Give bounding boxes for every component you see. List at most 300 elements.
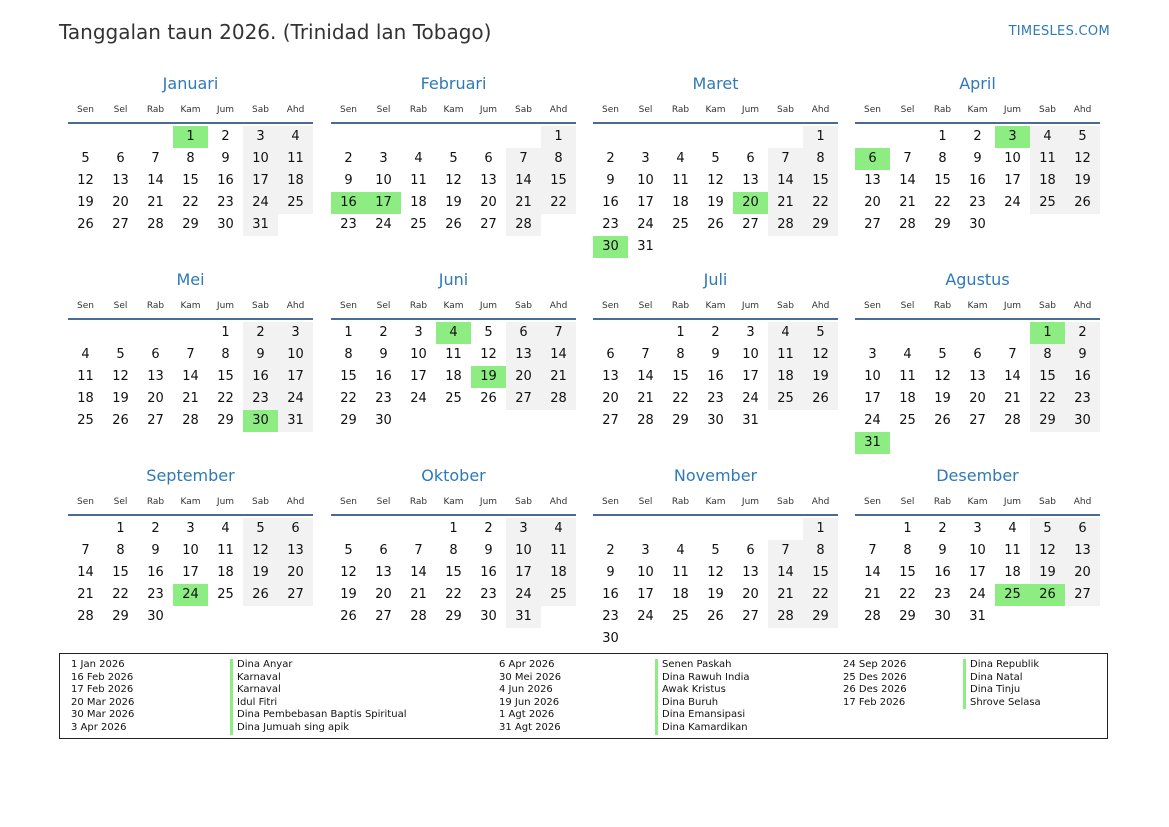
day-cell: 30 [602,631,619,646]
day-cell: 10 [637,565,654,580]
weekday-label: Sel [638,105,653,115]
legend-holiday-name: Dina Anyar [230,659,406,672]
day-cell: 25 [899,413,916,428]
day-cell: 11 [1004,543,1021,558]
day-cell: 6 [746,543,755,558]
day-cell: 23 [147,587,164,602]
day-grid [593,518,838,650]
day-cell: 31 [278,410,313,432]
day-cell: 23 [969,195,986,210]
day-cell: 3 [414,325,423,340]
weekday-label: Rab [671,105,690,115]
day-cell: 25 [77,413,94,428]
weekday-label: Sab [777,301,794,311]
weekday-label: Jum [741,105,760,115]
day-cell: 21 [182,391,199,406]
day-cell: 17 [742,369,759,384]
day-cell: 28 [506,214,541,236]
day-cell: 4 [676,151,685,166]
legend-holiday-name: Dina Tinju [963,684,1041,697]
day-cell: 19 [77,195,94,210]
weekday-label: Sel [376,105,391,115]
day-cell: 9 [973,151,982,166]
day-cell: 20 [506,366,541,388]
weekday-label: Kam [180,301,201,311]
weekday-label: Sen [864,301,881,311]
day-cell: 28 [637,413,654,428]
weekday-label: Sab [515,301,532,311]
day-grid [593,126,838,258]
day-cell: 27 [864,217,881,232]
legend-holiday-date: 24 Sep 2026 [843,659,907,670]
month-name: September [146,466,235,485]
day-cell: 25 [445,391,462,406]
day-cell: 8 [116,543,125,558]
legend-holiday-date: 19 Jun 2026 [499,696,560,708]
weekday-label: Jum [216,301,235,311]
day-cell: 27 [742,609,759,624]
day-cell: 25 [541,584,576,606]
day-cell: 20 [969,391,986,406]
weekday-label: Kam [705,301,726,311]
weekday-label: Ahd [286,301,305,311]
weekday-label: Kam [967,497,988,507]
day-cell: 2 [243,322,278,344]
day-cell: 18 [672,587,689,602]
day-cell: 16 [147,565,164,580]
day-cell: 23 [375,391,392,406]
day-cell: 14 [637,369,654,384]
legend-holiday-name: Karnaval [230,684,406,697]
day-cell: 19 [243,562,278,584]
weekday-label: Sel [113,301,128,311]
day-cell: 13 [1065,540,1100,562]
brand-link[interactable]: TIMESLES.COM [1008,24,1110,39]
legend-holiday-name: Dina Rawuh India [655,672,750,685]
legend-dates-col3 [843,659,907,709]
day-cell: 6 [973,347,982,362]
day-cell: 5 [938,347,947,362]
day-cell: 11 [541,540,576,562]
day-cell: 22 [340,391,357,406]
day-cell: 13 [480,173,497,188]
day-cell: 4 [1008,521,1017,536]
day-grid [855,126,1100,258]
day-cell: 4 [278,126,313,148]
month-divider [331,514,576,516]
day-cell: 28 [182,413,199,428]
day-cell: 20 [742,587,759,602]
day-cell: 9 [938,543,947,558]
weekday-label: Sel [638,497,653,507]
day-cell: 8 [186,151,195,166]
month-divider [855,318,1100,320]
day-cell: 13 [506,344,541,366]
day-cell: 17 [182,565,199,580]
day-cell: 28 [541,388,576,410]
holiday-day-cell: 30 [243,410,278,432]
day-cell: 7 [903,151,912,166]
weekday-label: Ahd [1073,105,1092,115]
day-cell: 24 [637,217,654,232]
holiday-day-cell: 26 [1030,584,1065,606]
day-cell: 6 [746,151,755,166]
day-cell: 6 [1065,518,1100,540]
day-cell: 23 [707,391,724,406]
day-cell: 15 [803,170,838,192]
day-cell: 17 [243,170,278,192]
weekday-label: Ahd [1073,497,1092,507]
day-cell: 2 [151,521,160,536]
holiday-legend [59,653,1108,739]
month-februari [331,74,576,264]
day-cell: 9 [379,347,388,362]
day-cell: 28 [768,214,803,236]
month-name: Januari [162,74,219,93]
weekday-label: Sen [602,105,619,115]
day-cell: 2 [973,129,982,144]
day-cell: 18 [541,562,576,584]
day-cell: 12 [340,565,357,580]
day-cell: 6 [278,518,313,540]
day-cell: 2 [379,325,388,340]
day-cell: 4 [676,543,685,558]
month-mei [68,270,313,460]
day-cell: 31 [969,609,986,624]
day-cell: 23 [217,195,234,210]
day-cell: 8 [938,151,947,166]
day-cell: 27 [112,217,129,232]
day-cell: 29 [217,413,234,428]
weekday-label: Ahd [286,105,305,115]
legend-holiday-name: Senen Paskah [655,659,750,672]
weekday-label: Sen [77,105,94,115]
day-cell: 11 [77,369,94,384]
day-cell: 24 [969,587,986,602]
day-cell: 19 [934,391,951,406]
day-cell: 26 [243,584,278,606]
legend-holiday-name: Awak Kristus [655,684,750,697]
day-cell: 17 [410,369,427,384]
day-cell: 5 [484,325,493,340]
weekday-label: Rab [409,497,428,507]
month-divider [593,514,838,516]
day-cell: 12 [445,173,462,188]
legend-holiday-name: Shrove Selasa [963,697,1041,710]
day-cell: 29 [445,609,462,624]
weekday-label: Sen [602,497,619,507]
day-grid [593,322,838,454]
day-cell: 16 [934,565,951,580]
day-cell: 5 [711,543,720,558]
legend-holiday-name: Dina Pembebasan Baptis Spiritual [230,709,406,722]
day-cell: 7 [506,148,541,170]
day-cell: 20 [278,562,313,584]
day-cell: 15 [934,173,951,188]
day-cell: 25 [672,217,689,232]
day-cell: 31 [506,606,541,628]
legend-holiday-date: 6 Apr 2026 [499,659,555,670]
day-cell: 15 [182,173,199,188]
day-cell: 24 [742,391,759,406]
month-name: Maret [692,74,739,93]
day-cell: 27 [147,413,164,428]
day-cell: 31 [243,214,278,236]
day-cell: 16 [602,195,619,210]
day-cell: 16 [707,369,724,384]
day-cell: 14 [864,565,881,580]
month-divider [331,122,576,124]
day-cell: 21 [1004,391,1021,406]
day-cell: 19 [803,366,838,388]
day-cell: 30 [934,609,951,624]
legend-holiday-date: 30 Mei 2026 [499,671,562,683]
day-cell: 12 [803,344,838,366]
day-cell: 27 [375,609,392,624]
month-name: Juni [438,270,469,289]
weekday-label: Ahd [811,497,830,507]
weekday-label: Sel [900,301,915,311]
day-cell: 11 [278,148,313,170]
day-grid [68,126,313,258]
day-cell: 15 [217,369,234,384]
day-cell: 21 [864,587,881,602]
day-cell: 26 [934,413,951,428]
day-cell: 15 [112,565,129,580]
weekday-label: Sab [1039,105,1056,115]
month-name: Februari [420,74,487,93]
legend-holiday-name: Dina Kamardikan [655,722,750,735]
day-cell: 29 [182,217,199,232]
day-cell: 3 [641,543,650,558]
weekday-label: Rab [409,301,428,311]
month-divider [855,514,1100,516]
day-cell: 10 [375,173,392,188]
day-cell: 22 [217,391,234,406]
day-cell: 4 [81,347,90,362]
day-cell: 12 [112,369,129,384]
day-cell: 22 [1030,388,1065,410]
day-cell: 22 [445,587,462,602]
holiday-day-cell: 1 [173,126,208,148]
legend-holiday-date: 17 Feb 2026 [843,696,906,708]
weekday-label: Sen [340,301,357,311]
day-grid [68,518,313,650]
legend-holiday-name: Dina Republik [963,659,1041,672]
day-cell: 22 [934,195,951,210]
weekday-label: Jum [216,105,235,115]
day-cell: 10 [243,148,278,170]
weekday-label: Kam [180,497,201,507]
day-cell: 6 [484,151,493,166]
weekday-label: Sel [638,301,653,311]
day-cell: 3 [868,347,877,362]
weekday-label: Rab [933,105,952,115]
day-cell: 28 [899,217,916,232]
weekday-label: Kam [705,105,726,115]
day-cell: 1 [938,129,947,144]
day-cell: 14 [768,562,803,584]
day-cell: 17 [278,366,313,388]
day-cell: 5 [711,151,720,166]
day-cell: 5 [344,543,353,558]
day-cell: 7 [768,148,803,170]
month-divider [68,514,313,516]
day-cell: 29 [803,606,838,628]
month-april [855,74,1100,264]
day-cell: 14 [410,565,427,580]
day-cell: 14 [541,344,576,366]
weekday-label: Sab [777,497,794,507]
day-cell: 27 [969,413,986,428]
weekday-label: Sab [252,301,269,311]
day-cell: 17 [506,562,541,584]
day-cell: 2 [484,521,493,536]
legend-dates-col2 [499,659,561,735]
day-cell: 20 [864,195,881,210]
day-cell: 11 [410,173,427,188]
page-title: Tanggalan taun 2026. (Trinidad lan Tobago) [59,20,492,44]
month-divider [855,122,1100,124]
legend-holiday-name: Karnaval [230,672,406,685]
day-cell: 3 [746,325,755,340]
day-cell: 26 [480,391,497,406]
day-cell: 22 [182,195,199,210]
day-cell: 23 [480,587,497,602]
day-cell: 28 [864,609,881,624]
day-cell: 30 [480,609,497,624]
day-cell: 13 [112,173,129,188]
day-cell: 2 [711,325,720,340]
day-cell: 10 [182,543,199,558]
day-cell: 15 [672,369,689,384]
day-cell: 12 [1030,540,1065,562]
day-cell: 7 [768,540,803,562]
day-cell: 27 [602,413,619,428]
month-divider [68,318,313,320]
day-cell: 16 [375,369,392,384]
day-cell: 28 [147,217,164,232]
day-cell: 13 [375,565,392,580]
weekday-label: Kam [443,497,464,507]
legend-names-col3 [963,659,1041,709]
day-cell: 15 [541,170,576,192]
day-cell: 13 [278,540,313,562]
day-cell: 25 [768,388,803,410]
day-cell: 19 [340,587,357,602]
day-cell: 13 [602,369,619,384]
day-cell: 14 [899,173,916,188]
day-cell: 11 [445,347,462,362]
legend-holiday-date: 1 Agt 2026 [499,709,555,721]
day-cell: 9 [151,543,160,558]
day-cell: 18 [1030,170,1065,192]
month-divider [331,318,576,320]
holiday-day-cell: 3 [995,126,1030,148]
day-cell: 4 [1030,126,1065,148]
weekday-label: Sel [376,497,391,507]
day-cell: 14 [147,173,164,188]
day-cell: 24 [278,388,313,410]
day-cell: 26 [445,217,462,232]
legend-dates-col1 [71,659,134,735]
day-cell: 1 [541,126,576,148]
weekday-label: Sab [515,497,532,507]
day-cell: 15 [1030,366,1065,388]
month-name: Mei [176,270,205,289]
day-cell: 4 [221,521,230,536]
day-cell: 2 [606,151,615,166]
day-cell: 18 [217,565,234,580]
day-cell: 21 [541,366,576,388]
legend-holiday-date: 3 Apr 2026 [71,721,127,733]
weekday-label: Kam [180,105,201,115]
day-cell: 3 [278,322,313,344]
day-cell: 17 [1004,173,1021,188]
day-cell: 10 [1004,151,1021,166]
day-cell: 3 [641,151,650,166]
day-cell: 9 [1065,344,1100,366]
holiday-day-cell: 4 [436,322,471,344]
day-cell: 7 [641,347,650,362]
day-grid [331,518,576,650]
weekday-label: Rab [671,301,690,311]
day-cell: 1 [116,521,125,536]
month-name: Juli [703,270,728,289]
weekday-label: Sen [864,105,881,115]
day-cell: 29 [1030,410,1065,432]
day-cell: 31 [637,239,654,254]
day-cell: 27 [506,388,541,410]
month-name: Desember [936,466,1019,485]
month-divider [593,122,838,124]
day-cell: 24 [243,192,278,214]
day-cell: 17 [637,195,654,210]
day-cell: 25 [672,609,689,624]
day-cell: 14 [77,565,94,580]
day-cell: 16 [480,565,497,580]
day-cell: 20 [602,391,619,406]
month-name: April [959,74,996,93]
day-cell: 26 [340,609,357,624]
day-cell: 26 [707,217,724,232]
day-cell: 10 [969,543,986,558]
day-cell: 22 [803,584,838,606]
day-cell: 11 [1030,148,1065,170]
weekday-label: Sab [252,497,269,507]
day-cell: 9 [221,151,230,166]
day-cell: 8 [903,543,912,558]
day-cell: 12 [707,173,724,188]
holiday-day-cell: 31 [855,432,890,454]
day-cell: 4 [414,151,423,166]
legend-holiday-name: Dina Buruh [655,697,750,710]
day-cell: 25 [217,587,234,602]
day-cell: 26 [112,413,129,428]
day-cell: 27 [480,217,497,232]
day-cell: 9 [344,173,353,188]
day-cell: 12 [480,347,497,362]
day-cell: 7 [541,322,576,344]
day-cell: 17 [969,565,986,580]
day-cell: 11 [768,344,803,366]
day-cell: 17 [864,391,881,406]
day-cell: 29 [112,609,129,624]
legend-holiday-name: Idul Fitri [230,697,406,710]
weekday-label: Sab [252,105,269,115]
day-cell: 28 [410,609,427,624]
day-cell: 20 [1065,562,1100,584]
